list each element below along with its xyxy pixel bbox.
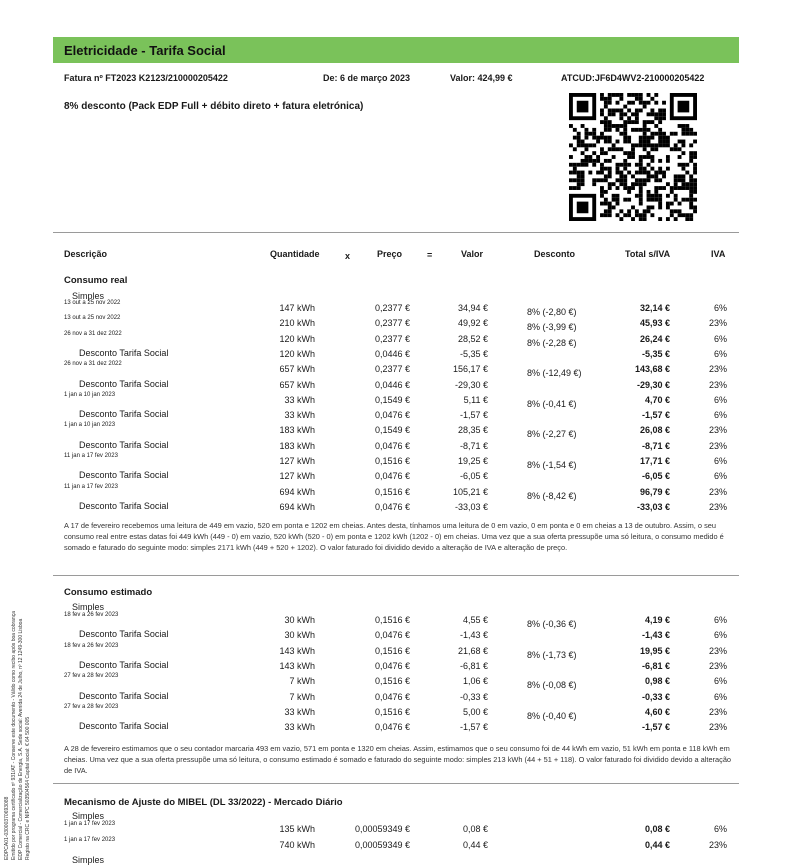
row-quantity: 7 kWh (289, 676, 315, 687)
col-preco: Preço (377, 249, 403, 259)
row-period: 26 nov a 31 dez 2022 (64, 330, 122, 337)
row-total: -29,30 € (636, 379, 670, 390)
row-description: Desconto Tarifa Social (79, 721, 169, 732)
col-descricao: Descrição (64, 249, 108, 259)
row-total: 4,19 € (644, 615, 670, 625)
note-consumo-estimado: A 28 de fevereiro estimamos que o seu contador marcaria 493 em vazio, 571 em ponta e 1320 em cheias. Assim, estimamos que o seu consumo foi de 44 kWh em vazio, 51 kWh em ponta e 118 kWh em cheias. Uma vez que a sua oferta pressupõe uma só leitura, o consumo estimado é somado e faturado do seguinte modo: simples 213 kWh (44 + 51 + 118). O valor faturado foi dividido devido a alteração de IVA. (64, 744, 732, 775)
row-discount: 8% (-2,80 €) (527, 307, 577, 317)
row-discount: 8% (-12,49 €) (527, 368, 582, 379)
row-period: 11 jan a 17 fev 2023 (64, 483, 118, 490)
row-vat: 23% (708, 440, 727, 451)
row-total: 0,08 € (644, 824, 670, 834)
side-legal-text (4, 420, 32, 860)
row-total: -5,35 € (641, 348, 670, 359)
row-quantity: 33 kWh (284, 722, 315, 733)
row-vat: 23% (708, 364, 727, 375)
row-quantity: 30 kWh (284, 615, 315, 625)
row-discount: 8% (-0,41 €) (527, 398, 577, 409)
row-period: 1 jan a 17 fev 2023 (64, 837, 116, 843)
row-total: 45,93 € (639, 318, 670, 329)
row-value: 49,92 € (457, 318, 488, 329)
row-value: 19,25 € (457, 456, 488, 466)
row-period: 26 nov a 31 dez 2022 (64, 361, 122, 368)
row-discount: 8% (-0,40 €) (527, 710, 577, 721)
qr-code-icon (569, 93, 697, 221)
row-price: 0,0476 € (374, 660, 410, 671)
section-title-consumo-estimado: Consumo estimado (64, 587, 153, 598)
row-vat: 23% (708, 660, 727, 671)
row-total: -6,81 € (641, 660, 670, 671)
row-price: 0,0476 € (374, 410, 410, 421)
row-total: -1,57 € (641, 722, 670, 733)
row-vat: 23% (708, 840, 727, 850)
row-period: 18 fev a 26 fev 2023 (64, 642, 119, 649)
row-discount: 8% (-3,99 €) (527, 322, 577, 333)
row-description: Desconto Tarifa Social (79, 347, 169, 358)
row-total: 96,79 € (639, 486, 670, 497)
row-value: 0,44 € (462, 840, 488, 850)
row-period: 27 fev a 28 fev 2023 (64, 673, 119, 680)
row-value: 28,35 € (457, 425, 488, 436)
row-price: 0,1516 € (374, 486, 410, 497)
invoice-date: De: 6 de março 2023 (323, 73, 411, 83)
row-price: 0,1516 € (374, 645, 410, 656)
row-price: 0,00059349 € (354, 824, 410, 834)
row-value: -1,57 € (459, 722, 488, 733)
row-vat: 23% (708, 722, 727, 733)
row-value: 4,55 € (462, 615, 488, 625)
row-quantity: 183 kWh (279, 440, 315, 451)
row-description: Desconto Tarifa Social (79, 500, 169, 511)
row-value: 5,00 € (462, 706, 488, 717)
row-vat: 6% (713, 471, 727, 482)
side-line: Registo na CRC e NIPC 503504564 Capital social: € 64 500 005 (25, 716, 31, 860)
row-description: Desconto Tarifa Social (79, 690, 169, 701)
invoice-number: Fatura nº FT2023 K2123/210000205422 (64, 73, 228, 83)
row-quantity: 694 kWh (279, 501, 315, 512)
row-price: 0,0476 € (374, 691, 410, 702)
section-title-consumo-real: Consumo real (64, 275, 128, 286)
row-vat: 6% (713, 456, 727, 466)
col-iva: IVA (711, 249, 726, 259)
row-value: -33,03 € (454, 501, 488, 512)
row-total: 4,60 € (644, 706, 670, 717)
row-value: 34,94 € (457, 303, 488, 313)
row-value: 156,17 € (452, 364, 488, 375)
row-description: Desconto Tarifa Social (79, 409, 169, 420)
row-total: -8,71 € (641, 440, 670, 451)
row-price: 0,0446 € (374, 348, 410, 359)
col-desconto: Desconto (534, 249, 576, 259)
row-quantity: 210 kWh (279, 318, 315, 329)
row-quantity: 657 kWh (279, 364, 315, 375)
row-total: 143,68 € (634, 364, 670, 375)
row-quantity: 127 kWh (279, 471, 315, 482)
row-discount: 8% (-8,42 €) (527, 490, 577, 501)
row-total: 26,24 € (639, 333, 670, 344)
row-vat: 6% (713, 394, 727, 405)
row-total: 4,70 € (644, 394, 670, 405)
section-title-mibel: Mecanismo de Ajuste do MIBEL (DL 33/2022) - Mercado Diário (64, 797, 343, 808)
row-vat: 6% (713, 303, 727, 313)
row-price: 0,0476 € (374, 440, 410, 451)
row-vat: 23% (708, 425, 727, 436)
row-description: Desconto Tarifa Social (79, 378, 169, 389)
row-price: 0,00059349 € (354, 840, 410, 850)
row-vat: 6% (713, 630, 727, 641)
row-total: 19,95 € (639, 645, 670, 656)
col-eq: = (427, 250, 433, 260)
row-quantity: 657 kWh (279, 379, 315, 390)
row-quantity: 694 kWh (279, 486, 315, 497)
row-value: -8,71 € (459, 440, 488, 451)
row-value: 21,68 € (457, 645, 488, 656)
row-period: 1 jan a 10 jan 2023 (64, 391, 116, 398)
row-discount: 8% (-2,28 €) (527, 337, 577, 348)
row-value: -1,57 € (459, 410, 488, 421)
row-description: Desconto Tarifa Social (79, 439, 169, 450)
discount-note: 8% desconto (Pack EDP Full + débito direto + fatura eletrónica) (64, 101, 364, 112)
row-vat: 23% (708, 486, 727, 497)
row-vat: 23% (708, 318, 727, 329)
row-price: 0,1516 € (374, 676, 410, 687)
row-price: 0,1549 € (374, 425, 410, 436)
row-discount: 8% (-1,54 €) (527, 460, 577, 470)
divider (53, 783, 739, 784)
row-discount: 8% (-0,36 €) (527, 619, 577, 629)
row-quantity: 120 kWh (279, 333, 315, 344)
row-value: 1,06 € (462, 676, 488, 687)
row-total: -1,43 € (641, 630, 670, 641)
row-value: -0,33 € (459, 691, 488, 702)
row-quantity: 33 kWh (284, 706, 315, 717)
row-period: 18 fev a 26 fev 2023 (64, 612, 119, 618)
row-price: 0,1516 € (374, 706, 410, 717)
row-total: -1,57 € (641, 410, 670, 421)
row-total: 17,71 € (639, 456, 670, 466)
row-price: 0,0476 € (374, 501, 410, 512)
row-period: 13 out a 25 nov 2022 (64, 300, 121, 306)
row-total: 26,08 € (639, 425, 670, 436)
row-vat: 6% (713, 348, 727, 359)
banner-title: Eletricidade - Tarifa Social (64, 43, 226, 58)
row-period: 1 jan a 17 fev 2023 (64, 821, 116, 827)
col-quantidade: Quantidade (270, 249, 320, 259)
row-discount: 8% (-2,27 €) (527, 429, 577, 440)
row-value: -5,35 € (459, 348, 488, 359)
row-vat: 23% (708, 501, 727, 512)
side-line: EDP Comercial - Comercialização de Energia, S.A. Sede social: Avenida 24 de Julho, nº 12 1249-300 Lisboa (18, 618, 24, 860)
row-price: 0,2377 € (374, 364, 410, 375)
atcud-code: ATCUD:JF6D4WV2-210000205422 (561, 73, 705, 83)
row-description: Desconto Tarifa Social (79, 659, 169, 670)
row-value: -1,43 € (459, 630, 488, 641)
row-period: 1 jan a 10 jan 2023 (64, 422, 116, 429)
row-quantity: 143 kWh (279, 660, 315, 671)
row-price: 0,1549 € (374, 394, 410, 405)
side-line: EDPCA01-03000370693088 (4, 796, 10, 860)
divider (53, 232, 739, 233)
row-value: -29,30 € (454, 379, 488, 390)
row-value: 5,11 € (463, 394, 488, 405)
row-vat: 6% (713, 824, 727, 834)
invoice-value: Valor: 424,99 € (450, 73, 513, 83)
row-vat: 6% (713, 615, 727, 625)
row-price: 0,1516 € (374, 615, 410, 625)
tariff-simples: Simples (72, 855, 105, 865)
row-quantity: 33 kWh (284, 410, 315, 421)
tariff-simples: Simples (72, 602, 105, 612)
col-valor: Valor (461, 249, 484, 259)
row-total: 0,98 € (644, 676, 670, 687)
row-total: -6,05 € (641, 471, 670, 482)
tariff-simples: Simples (72, 291, 105, 301)
row-value: -6,05 € (459, 471, 488, 482)
divider (53, 575, 739, 576)
note-consumo-real: A 17 de fevereiro recebemos uma leitura de 449 em vazio, 520 em ponta e 1202 em cheias. Antes desta, tínhamos uma leitura de 0 em vazio, 0 em ponta e 0 em cheias a 13 de outubro. Assim, o seu consumo real entre estas datas foi 449 kWh (449 - 0) em vazio, 520 kWh (520 - 0) em ponta e 1202 kWh (1202 - 0) em cheias. Uma vez que a sua oferta pressupõe uma só leitura, o consumo medido é somado e faturado do seguinte modo: simples 2171 kWh (449 + 520 + 1202). O valor faturado foi dividido devido a alteração de IVA e alteração de preço. (64, 521, 724, 552)
side-line: Emitido por programa certificado nº 931/AT - Conserve este documento - Válido como recibo após boa cobrança (11, 611, 17, 860)
row-price: 0,2377 € (374, 303, 410, 313)
row-discount: 8% (-1,73 €) (527, 649, 577, 660)
row-price: 0,0476 € (374, 722, 410, 733)
row-vat: 23% (708, 706, 727, 717)
col-x: x (345, 251, 351, 261)
row-period: 11 jan a 17 fev 2023 (64, 453, 118, 459)
row-description: Desconto Tarifa Social (79, 629, 169, 640)
row-description: Desconto Tarifa Social (79, 470, 169, 481)
row-value: 105,21 € (452, 486, 488, 497)
row-total: 32,14 € (639, 303, 670, 313)
row-quantity: 135 kWh (279, 824, 315, 834)
row-vat: 6% (713, 691, 727, 702)
row-price: 0,2377 € (374, 318, 410, 329)
row-vat: 6% (713, 676, 727, 687)
row-quantity: 740 kWh (279, 840, 315, 850)
col-total: Total s/IVA (625, 249, 671, 259)
row-period: 27 fev a 28 fev 2023 (64, 703, 119, 710)
row-price: 0,2377 € (374, 333, 410, 344)
row-total: -33,03 € (636, 501, 670, 512)
row-value: 0,08 € (462, 824, 488, 834)
row-price: 0,0476 € (374, 471, 410, 482)
row-price: 0,0446 € (374, 379, 410, 390)
row-discount: 8% (-0,08 €) (527, 680, 577, 691)
row-quantity: 183 kWh (279, 425, 315, 436)
row-period: 13 out a 25 nov 2022 (64, 315, 121, 322)
row-value: -6,81 € (459, 660, 488, 671)
row-vat: 23% (708, 645, 727, 656)
row-vat: 6% (713, 333, 727, 344)
row-quantity: 127 kWh (279, 456, 315, 466)
tariff-simples: Simples (72, 811, 105, 821)
row-price: 0,1516 € (374, 456, 410, 466)
row-quantity: 147 kWh (279, 303, 315, 313)
row-quantity: 33 kWh (284, 394, 315, 405)
row-vat: 6% (713, 410, 727, 421)
row-total: -0,33 € (641, 691, 670, 702)
row-price: 0,0476 € (374, 630, 410, 641)
row-vat: 23% (708, 379, 727, 390)
row-quantity: 143 kWh (279, 645, 315, 656)
row-quantity: 7 kWh (289, 691, 315, 702)
row-quantity: 120 kWh (279, 348, 315, 359)
row-value: 28,52 € (457, 333, 488, 344)
row-quantity: 30 kWh (284, 630, 315, 641)
row-total: 0,44 € (644, 840, 670, 850)
